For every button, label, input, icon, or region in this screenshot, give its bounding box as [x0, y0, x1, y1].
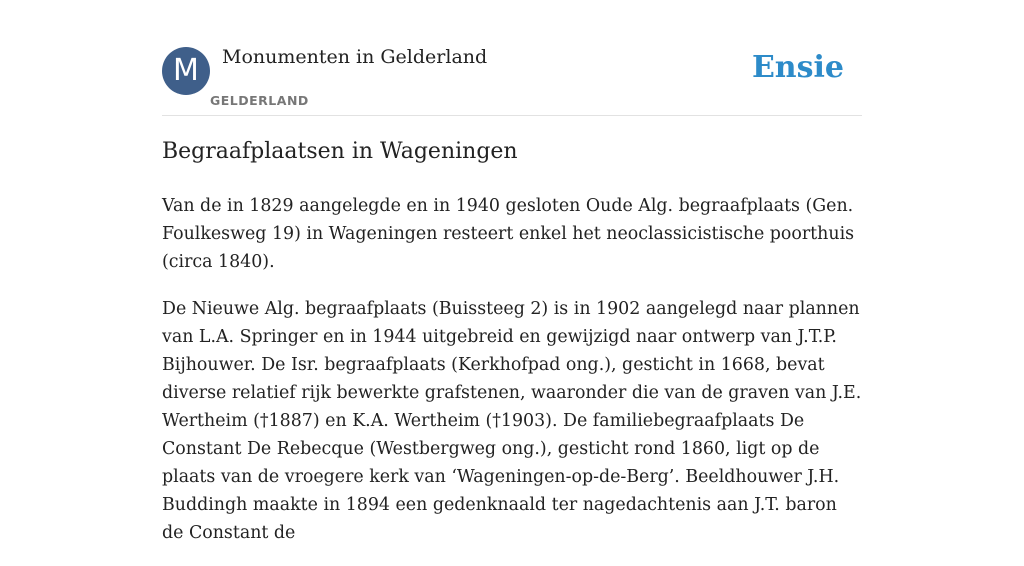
paragraph: Van de in 1829 aangelegde en in 1940 gesloten Oude Alg. begraafplaats (Gen. Foulkesweg 19) in Wageningen resteert enkel het neoclassicistische poorthuis (circa 1840). [162, 196, 855, 272]
category-label[interactable]: GELDERLAND [210, 93, 309, 108]
content-container [162, 0, 862, 543]
article-body [162, 192, 862, 566]
avatar[interactable]: M [162, 47, 210, 95]
ensie-logo[interactable]: Ensie [751, 50, 844, 85]
site-title[interactable]: Monumenten in Gelderland [222, 46, 488, 68]
article-title: Begraafplaatsen in Wageningen [162, 139, 518, 164]
site-header [162, 0, 862, 116]
paragraph: De Nieuwe Alg. begraafplaats (Buissteeg 2) is in 1902 aangelegd naar plannen van L.A. Springer en in 1944 uitgebreid en gewijzigd naar ontwerp van J.T.P. Bijhouwer. De Isr. begraafplaats (Kerkhofpad ong.), gesticht in 1668, bevat diverse relatief rijk bewerkte grafstenen, waaronder die van de graven van J.E. Wertheim (†1887) en K.A. Wertheim (†1903). De familiebegraafplaats De Constant De Rebecque (Westbergweg ong.), gesticht rond 1860, ligt op de plaats van de vroegere kerk van ‘Wageningen-op-de-Berg’. Beeldhouwer J.H. Buddingh maakte in 1894 een gedenknaald ter nagedachtenis aan J.T. baron de Constant de [162, 299, 862, 543]
